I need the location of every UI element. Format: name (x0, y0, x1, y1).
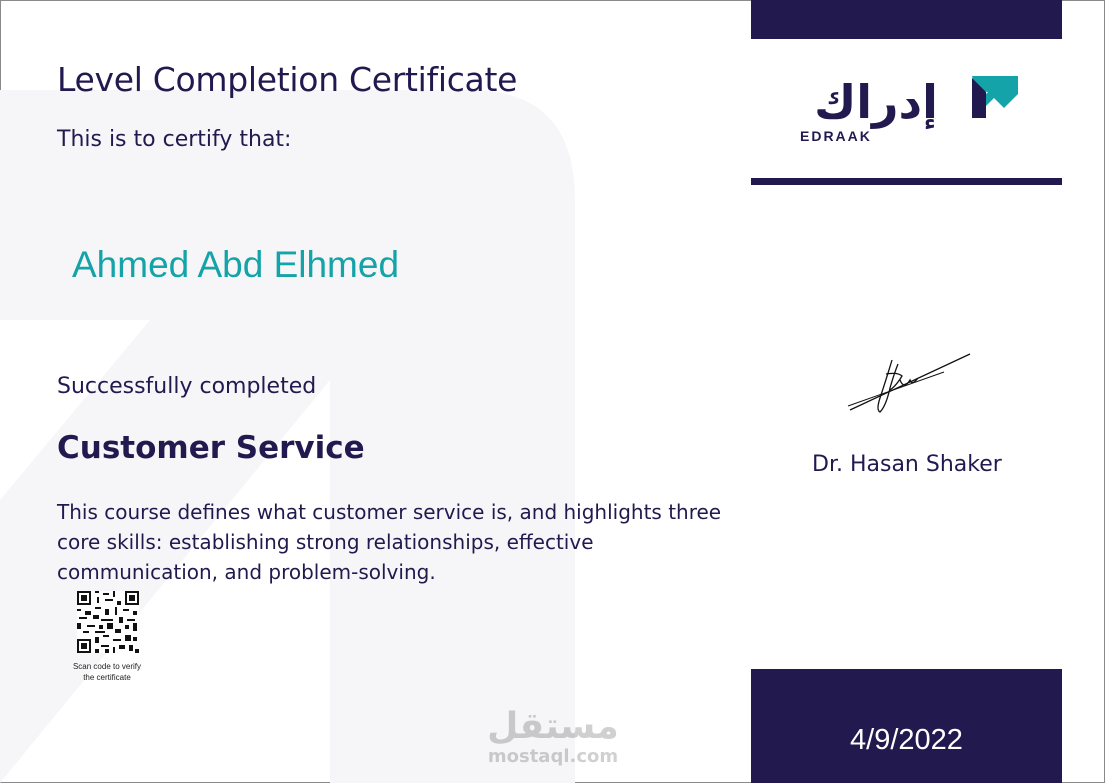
completed-statement: Successfully completed (57, 374, 317, 399)
certificate-title: Level Completion Certificate (57, 60, 518, 99)
qr-caption: Scan code to verify the certificate (72, 662, 142, 682)
qr-code-icon[interactable] (77, 591, 139, 653)
mostaql-watermark (483, 700, 623, 770)
watermark-latin: mostaql.com (487, 746, 619, 767)
logo-arabic-text: إدراك (814, 75, 938, 129)
top-brand-bar (751, 0, 1062, 39)
brand-divider-bar (751, 178, 1062, 185)
handwritten-signature (846, 350, 974, 416)
logo-latin-text: EDRAAK (800, 128, 872, 144)
signer-name: Dr. Hasan Shaker (812, 452, 1002, 477)
issue-date: 4/9/2022 (850, 724, 963, 756)
course-name: Customer Service (57, 430, 365, 466)
edraak-arrow-logo (972, 76, 1018, 118)
recipient-name: Ahmed Abd Elhmed (72, 244, 400, 285)
certify-statement: This is to certify that: (57, 127, 292, 152)
watermark-arabic: مستقل (487, 706, 619, 747)
course-description: This course defines what customer service is, and highlights three core skills: establishing strong relationships, effective communication, and problem-solving. (57, 500, 722, 584)
date-box (751, 669, 1062, 783)
